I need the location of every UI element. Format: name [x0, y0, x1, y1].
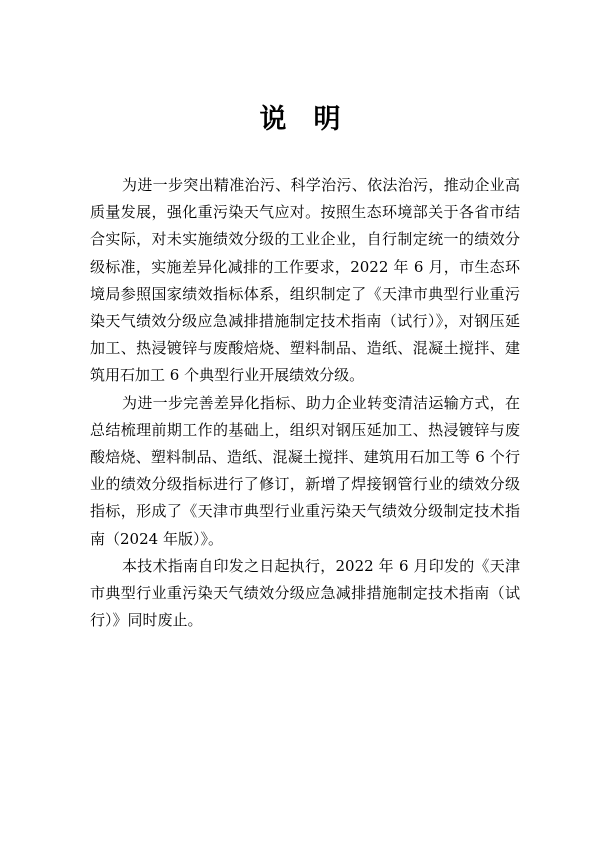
paragraph-2: 为进一步完善差异化指标、助力企业转变清洁运输方式，在总结梳理前期工作的基础上，组织对钢压延加工、热浸镀锌与废酸焙烧、塑料制品、造纸、混凝土搅拌、建筑用石加工等 6 个行业的绩效分级指标进行了修订，新增了焊接钢管行业的绩效分级指标，形成了《天津市典型行业重污染天气绩效分级制定技术指南（2024 年版）》。 [90, 393, 520, 548]
page-title [0, 102, 600, 138]
title-char-2: 明 [313, 104, 341, 135]
body-text [90, 172, 520, 634]
paragraph-1: 为进一步突出精准治污、科学治污、依法治污，推动企业高质量发展，强化重污染天气应对。按照生态环境部关于各省市结合实际，对未实施绩效分级的工业企业，自行制定统一的绩效分级标准，实施差异化减排的工作要求，2022 年 6 月，市生态环境局参照国家绩效指标体系，组织制定了《天津市典型行业重污染天气绩效分级应急减排措施制定技术指南（试行）》，对钢压延加工、热浸镀锌与废酸焙烧、塑料制品、造纸、混凝土搅拌、建筑用石加工 6 个典型行业开展绩效分级。 [90, 176, 520, 385]
title-char-1: 说 [259, 104, 287, 135]
paragraph-3: 本技术指南自印发之日起执行，2022 年 6 月印发的《天津市典型行业重污染天气绩效分级应急减排措施制定技术指南（试行）》同时废止。 [90, 556, 520, 630]
